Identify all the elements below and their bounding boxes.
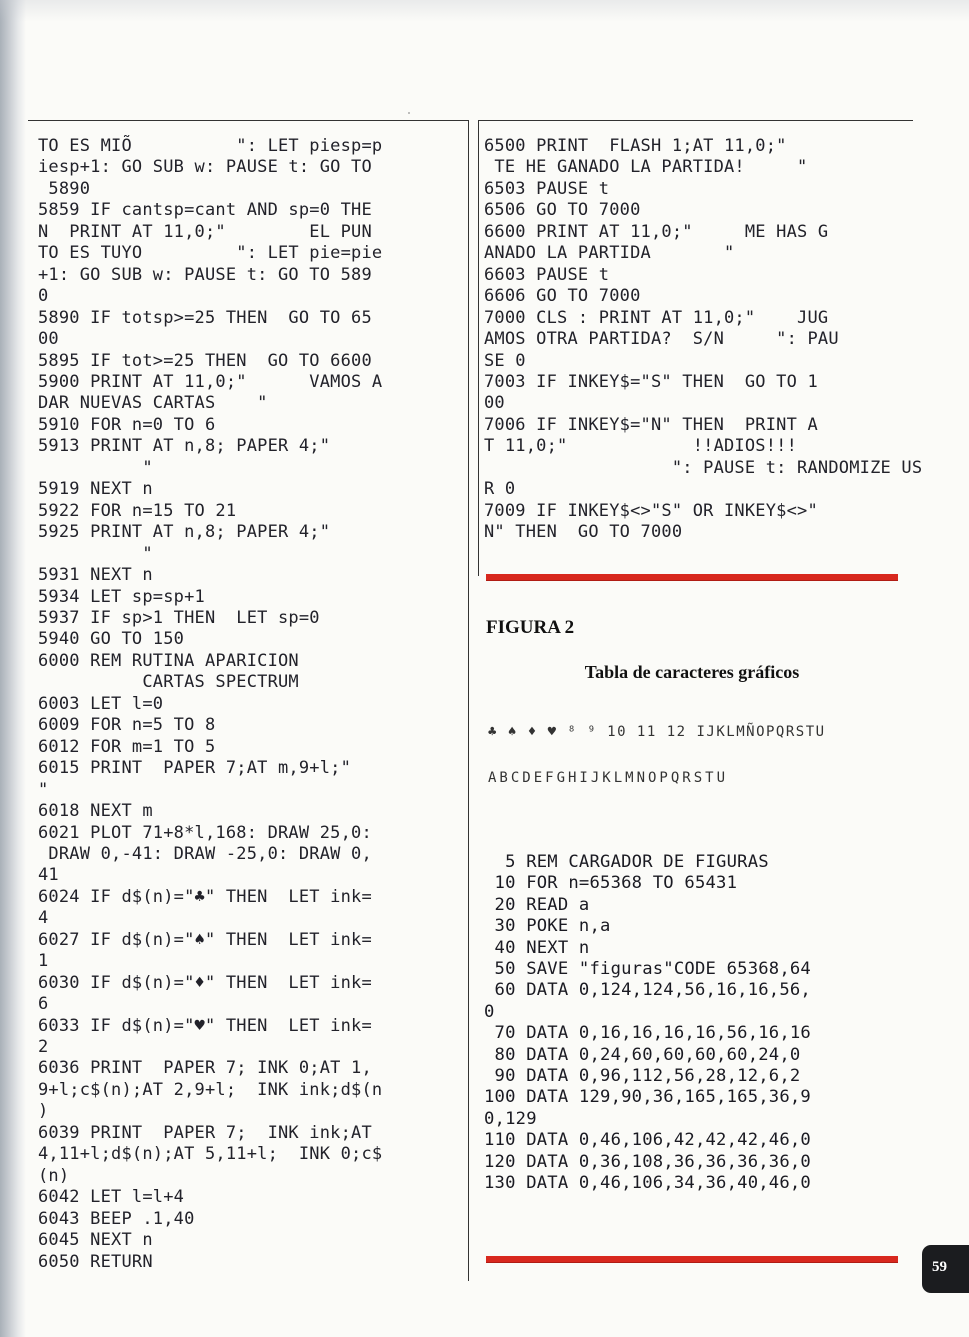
basic-listing-right: 6500 PRINT FLASH 1;AT 11,0;" TE HE GANADO LA PARTIDA! " 6503 PAUSE t 6506 GO TO 7000 6600 PRINT AT 11,0;" ME HAS G ANADO LA PARTIDA " 6603 PAUSE t 6606 GO TO 7000 7000 CLS : PRINT AT 11,0;" JUG AMOS OTRA PARTIDA? S/N ": PAU SE 0 7003 IF INKEY$="S" THEN GO TO 1 00 7006 IF INKEY$="N" THEN PRINT A T 11,0;" !!ADIOS!!! ": PAUSE t: RANDOMIZE US R 0 7009 IF INKEY$<>"S" OR INKEY$<>" N" THEN GO TO 7000 [484, 136, 923, 543]
scan-top-shadow [0, 0, 969, 22]
figure-label: FIGURA 2 [486, 617, 575, 638]
scan-edge-shadow [0, 0, 26, 1337]
speck [408, 112, 410, 114]
figure-loader-listing: 5 REM CARGADOR DE FIGURAS 10 FOR n=65368 TO 65431 20 READ a 30 POKE n,a 40 NEXT n 50 SAVE "figuras"CODE 65368,64 60 DATA 0,124,124,56,16,16,56, 0 70 DATA 0,16,16,16,16,56,16,16 80 DATA 0,24,60,60,60,60,24,0 90 DATA 0,96,112,56,28,12,6,2 100 DATA 129,90,36,165,165,36,9 0,129 110 DATA 0,46,106,42,42,42,46,0 120 DATA 0,36,108,36,36,36,36,0 130 DATA 0,46,106,34,36,40,46,0 [484, 852, 811, 1194]
red-divider-top [486, 574, 898, 581]
red-divider-bottom [486, 1256, 898, 1263]
basic-listing-left: TO ES MIÕ ": LET piesp=p iesp+1: GO SUB w: PAUSE t: GO TO 5890 5859 IF cantsp=cant AND sp=0 THE N PRINT AT 11,0;" EL PUN TO ES TUYO ": LET pie=pie +1: GO SUB w: PAUSE t: GO TO 589 0 5890 IF totsp>=25 THEN GO TO 65 00 5895 IF tot>=25 THEN GO TO 6600 5900 PRINT AT 11,0;" VAMOS A DAR NUEVAS CARTAS " 5910 FOR n=0 TO 6 5913 PRINT AT n,8; PAPER 4;" " 5919 NEXT n 5922 FOR n=15 TO 21 5925 PRINT AT n,8; PAPER 4;" " 5931 NEXT n 5934 LET sp=sp+1 5937 IF sp>1 THEN LET sp=0 5940 GO TO 150 6000 REM RUTINA APARICION CARTAS SPECTRUM 6003 LET l=0 6009 FOR n=5 TO 8 6012 FOR m=1 TO 5 6015 PRINT PAPER 7;AT m,9+l;" " 6018 NEXT m 6021 PLOT 71+8*l,168: DRAW 25,0: DRAW 0,-41: DRAW -25,0: DRAW 0, 41 6024 IF d$(n)="♣" THEN LET ink= 4 6027 IF d$(n)="♠" THEN LET ink= 1 6030 IF d$(n)="♦" THEN LET ink= 6 6033 IF d$(n)="♥" THEN LET ink= 2 6036 PRINT PAPER 7; INK 0;AT 1, 9+l;c$(n);AT 2,9+l; INK ink;d$(n ) 6039 PRINT PAPER 7; INK ink;AT 4,11+l;d$(n);AT 5,11+l; INK 0;c$ (n) 6042 LET l=l+4 6043 BEEP .1,40 6045 NEXT n 6050 RETURN [38, 136, 383, 1272]
graphic-characters-row: ♣ ♠ ♦ ♥ ⁸ ⁹ 10 11 12 IJKLMÑOPQRSTU [488, 724, 826, 740]
letters-row: ABCDEFGHIJKLMNOPQRSTU [488, 770, 729, 786]
page-number: 59 [932, 1259, 947, 1275]
figure-caption: Tabla de caracteres gráficos [584, 662, 800, 682]
